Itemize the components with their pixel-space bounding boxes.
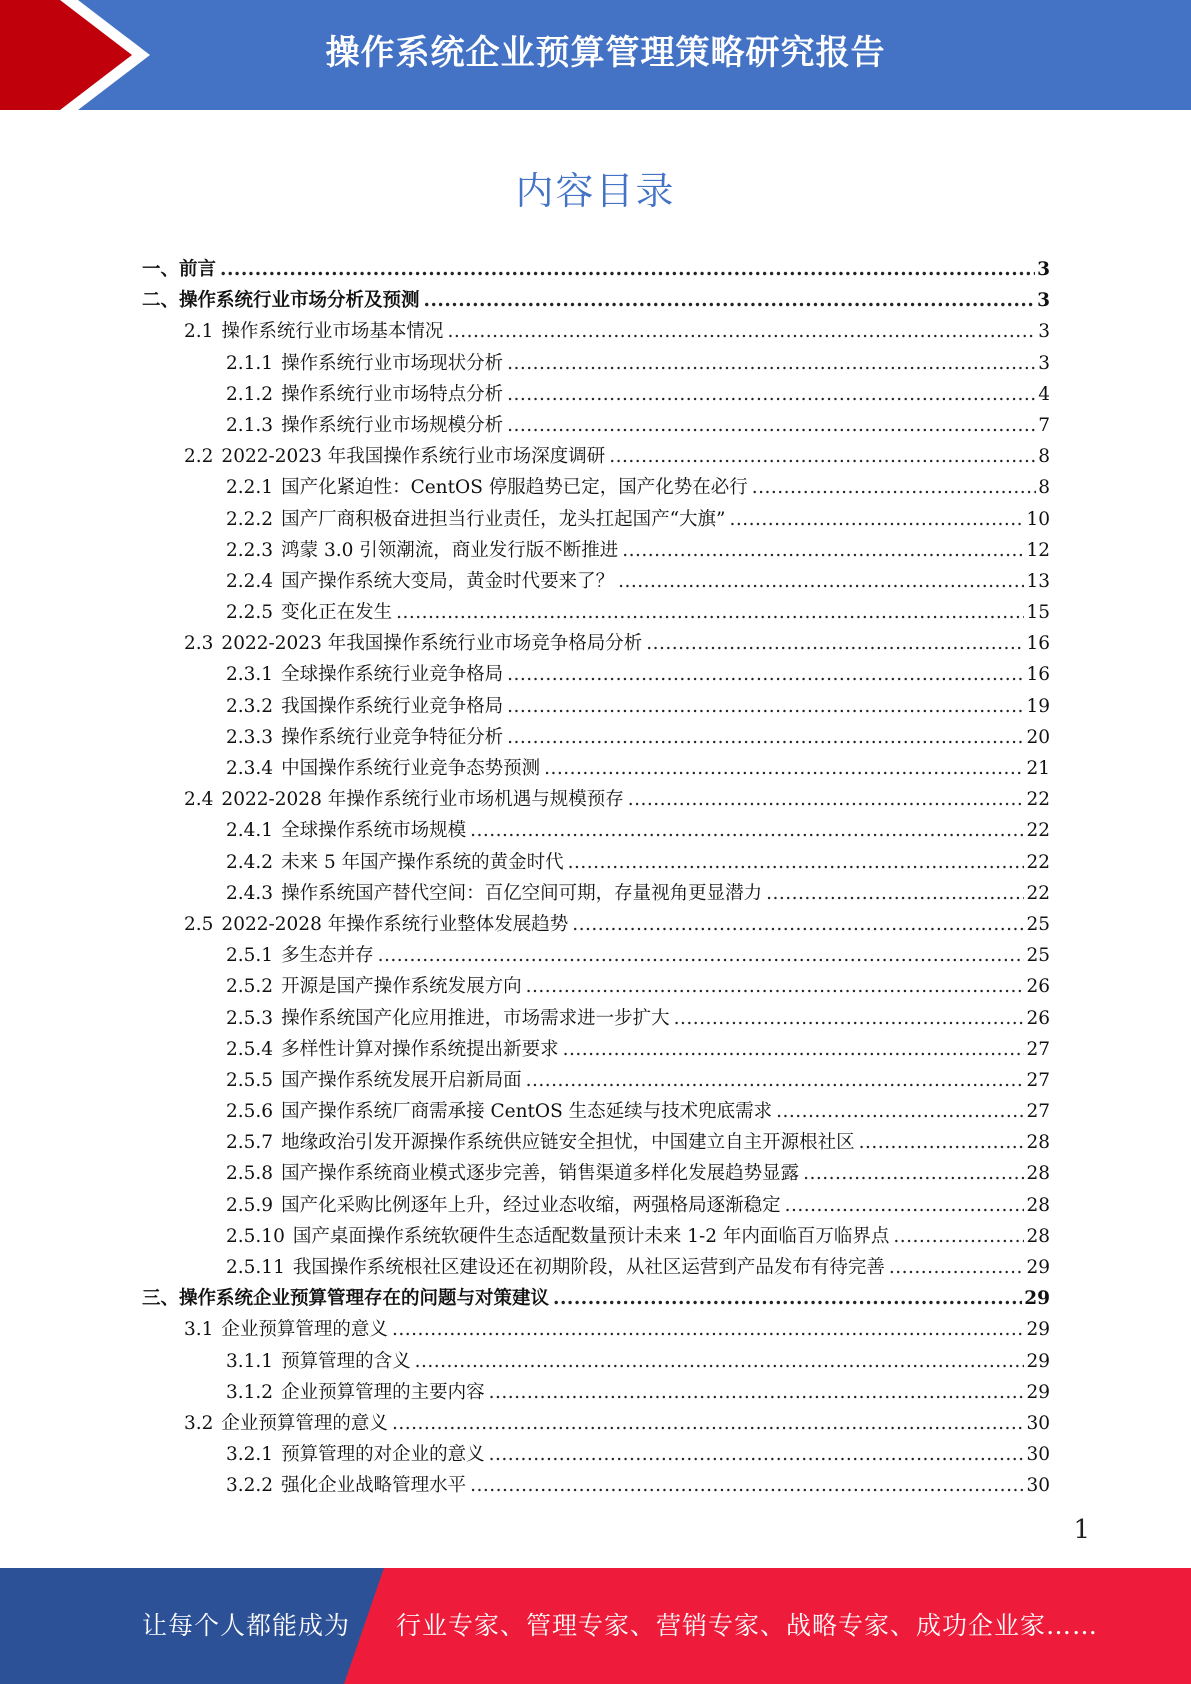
- toc-entry-number: 2.2.1: [226, 477, 274, 499]
- toc-entry-page: 8: [1038, 477, 1050, 499]
- toc-entry-number: 2.5.9: [226, 1194, 274, 1216]
- toc-dot-leader: [730, 509, 1025, 530]
- toc-entry[interactable]: [142, 1222, 1050, 1253]
- toc-entry-page: 27: [1026, 1038, 1050, 1060]
- toc-entry-page: 29: [1026, 1350, 1050, 1372]
- toc-entry[interactable]: [142, 1284, 1050, 1315]
- toc-dot-leader: [628, 789, 1025, 810]
- toc-entry-title: 企业预算管理的主要内容: [281, 1381, 485, 1403]
- toc-dot-leader: [396, 602, 1024, 623]
- toc-entry[interactable]: [142, 255, 1050, 286]
- toc-entry[interactable]: [142, 505, 1050, 536]
- toc-entry-page: 30: [1026, 1412, 1050, 1434]
- toc-entry-page: 16: [1026, 633, 1050, 655]
- toc-entry[interactable]: [142, 1315, 1050, 1346]
- toc-entry-page: 22: [1026, 820, 1050, 842]
- toc-entry-number: 2.3: [184, 633, 214, 655]
- toc-entry[interactable]: [142, 349, 1050, 380]
- toc-entry-title: 操作系统行业市场规模分析: [281, 414, 504, 436]
- toc-dot-leader: [507, 727, 1024, 748]
- toc-dot-leader: [646, 633, 1024, 654]
- toc-entry[interactable]: [142, 816, 1050, 847]
- toc-entry-title: 变化正在发生: [281, 602, 393, 624]
- toc-entry-title: 国产操作系统商业模式逐步完善，销售渠道多样化发展趋势显露: [281, 1163, 800, 1185]
- toc-entry-number: 2.5.7: [226, 1132, 274, 1154]
- toc-entry-page: 25: [1026, 913, 1050, 935]
- toc-entry-number: 2.4.3: [226, 882, 274, 904]
- toc-entry[interactable]: [142, 1253, 1050, 1284]
- toc-entry-number: 2.2.5: [226, 602, 274, 624]
- toc-entry-number: 2.5.8: [226, 1163, 274, 1185]
- toc-dot-leader: [803, 1163, 1024, 1184]
- toc-entry-number: 2.4: [184, 789, 214, 811]
- toc-entry[interactable]: [142, 473, 1050, 504]
- toc-dot-leader: [622, 540, 1024, 561]
- toc-heading: 内容目录: [515, 169, 676, 213]
- toc-entry-title: 操作系统行业竞争特征分析: [281, 726, 504, 748]
- toc-entry-number: 2.5.5: [226, 1069, 274, 1091]
- toc-dot-leader: [378, 945, 1025, 966]
- toc-entry[interactable]: [142, 1004, 1050, 1035]
- toc-entry-page: 29: [1026, 1381, 1050, 1403]
- toc-entry-number: 2.1.2: [226, 383, 274, 405]
- toc-dot-leader: [424, 290, 1036, 311]
- toc-entry-page: 27: [1026, 1101, 1050, 1123]
- toc-entry-number: 2.3.4: [226, 758, 274, 779]
- toc-entry[interactable]: [142, 754, 1050, 785]
- toc-entry-page: 19: [1026, 695, 1050, 717]
- toc-entry-page: 3: [1038, 352, 1050, 374]
- toc-entry-page: 29: [1024, 1288, 1050, 1310]
- toc-entry-number: 3.1.2: [226, 1381, 274, 1403]
- toc-entry[interactable]: [142, 629, 1050, 660]
- toc-dot-leader: [507, 384, 1036, 405]
- toc-entry[interactable]: [142, 1097, 1050, 1128]
- toc-entry[interactable]: [142, 785, 1050, 816]
- toc-entry-title: 企业预算管理的意义: [221, 1412, 388, 1434]
- toc-entry[interactable]: [142, 1066, 1050, 1097]
- toc-entry-number: 3.2: [184, 1412, 214, 1434]
- toc-dot-leader: [447, 321, 1036, 342]
- toc-entry[interactable]: [142, 1035, 1050, 1066]
- toc-entry[interactable]: [142, 848, 1050, 879]
- toc-entry-number: 2.5.1: [226, 945, 274, 967]
- toc-entry[interactable]: [142, 442, 1050, 473]
- toc-entry-page: 22: [1026, 882, 1050, 904]
- toc-entry-title: 国产操作系统厂商需承接 CentOS 生态延续与技术兜底需求: [281, 1101, 773, 1123]
- toc-entry-title: 操作系统国产替代空间：百亿空间可期，存量视角更显潜力: [281, 882, 763, 904]
- toc-entry-number: 2.5.11: [226, 1257, 285, 1278]
- toc-entry[interactable]: [142, 1128, 1050, 1159]
- report-title: 操作系统企业预算管理策略研究报告: [325, 33, 886, 73]
- toc-dot-leader: [392, 1413, 1025, 1434]
- toc-dot-leader: [507, 664, 1024, 685]
- toc-dot-leader: [859, 1132, 1025, 1153]
- toc-dot-leader: [526, 976, 1025, 997]
- toc-entry-number: 2.3.2: [226, 695, 274, 717]
- toc-entry[interactable]: [142, 1440, 1050, 1471]
- toc-entry-page: 22: [1026, 851, 1050, 873]
- toc-entry[interactable]: [142, 1471, 1050, 1502]
- toc-entry-number: 2.5.2: [226, 976, 274, 998]
- toc-entry-number: 3.1: [184, 1319, 214, 1341]
- header-banner: [0, 0, 1191, 110]
- toc-entry-page: 10: [1026, 508, 1050, 530]
- toc-entry-title: 国产化采购比例逐年上升，经过业态收缩，两强格局逐渐稳定: [281, 1194, 781, 1216]
- toc-entry[interactable]: [142, 286, 1050, 317]
- toc-entry-title: 2022-2023 年我国操作系统行业市场竞争格局分析: [221, 633, 643, 655]
- toc-entry-title: 多生态并存: [281, 945, 374, 967]
- toc-entry-title: 鸿蒙 3.0 引领潮流，商业发行版不断推进: [281, 539, 619, 561]
- toc-entry-page: 29: [1026, 1319, 1050, 1341]
- toc-entry-number: 2.1.3: [226, 414, 274, 436]
- toc-entry[interactable]: [142, 879, 1050, 910]
- toc-entry-title: 2022-2028 年操作系统行业市场机遇与规模预存: [221, 789, 624, 811]
- toc-entry-title: 操作系统行业市场特点分析: [281, 383, 504, 405]
- toc-dot-leader: [785, 1195, 1025, 1216]
- toc-entry-title: 国产桌面操作系统软硬件生态适配数量预计未来 1-2 年内面临百万临界点: [292, 1225, 890, 1247]
- toc-dot-leader: [776, 1101, 1024, 1122]
- toc-entry-page: 4: [1038, 383, 1050, 405]
- toc-entry-page: 26: [1026, 976, 1050, 998]
- toc-dot-leader: [392, 1319, 1025, 1340]
- toc-entry-page: 29: [1026, 1257, 1050, 1278]
- toc-entry-title: 国产化紧迫性：CentOS 停服趋势已定，国产化势在必行: [281, 477, 748, 499]
- toc-entry[interactable]: [142, 1191, 1050, 1222]
- toc-dot-leader: [220, 259, 1035, 280]
- toc-entry-page: 12: [1026, 539, 1050, 561]
- toc-entry-page: 3: [1037, 259, 1050, 280]
- toc-entry-number: 2.5.6: [226, 1101, 274, 1123]
- toc-entry-page: 25: [1026, 945, 1050, 967]
- footer-banner: [0, 1568, 1191, 1684]
- toc-entry-page: 7: [1038, 414, 1050, 436]
- toc-entry-title: 国产厂商积极奋进担当行业责任，龙头扛起国产“大旗”: [281, 508, 726, 530]
- toc-entry-title: 多样性计算对操作系统提出新要求: [281, 1038, 559, 1060]
- toc-entry-page: 3: [1037, 290, 1050, 312]
- toc-entry[interactable]: [142, 1378, 1050, 1409]
- toc-entry-title: 国产操作系统大变局，黄金时代要来了？: [281, 570, 615, 592]
- toc-entry[interactable]: [142, 567, 1050, 598]
- toc-dot-leader: [609, 446, 1036, 467]
- toc-entry[interactable]: [142, 692, 1050, 723]
- toc-entry-title: 二、操作系统行业市场分析及预测: [142, 290, 420, 312]
- toc-entry[interactable]: [142, 411, 1050, 442]
- toc-entry[interactable]: [142, 380, 1050, 411]
- toc-entry-title: 预算管理的对企业的意义: [281, 1444, 485, 1466]
- toc-entry-page: 3: [1038, 321, 1050, 343]
- toc-entry[interactable]: [142, 723, 1050, 754]
- toc-dot-leader: [507, 415, 1036, 436]
- toc-entry-number: 2.2: [184, 446, 214, 468]
- toc-entry-title: 2022-2023 年我国操作系统行业市场深度调研: [221, 446, 606, 468]
- toc-dot-leader: [766, 883, 1024, 904]
- toc-entry-page: 8: [1038, 446, 1050, 468]
- toc-entry[interactable]: [142, 972, 1050, 1003]
- toc-entry-number: 2.5.10: [226, 1225, 285, 1247]
- toc-entry-page: 28: [1026, 1225, 1050, 1247]
- toc-entry-page: 30: [1026, 1475, 1050, 1497]
- toc-entry-page: 15: [1026, 602, 1050, 624]
- toc-dot-leader: [489, 1444, 1025, 1465]
- toc-entry[interactable]: [142, 910, 1050, 941]
- toc-entry-page: 30: [1026, 1444, 1050, 1466]
- toc-entry-page: 20: [1026, 726, 1050, 748]
- toc-entry-title: 强化企业战略管理水平: [281, 1475, 467, 1497]
- toc-entry-number: 2.4.2: [226, 851, 274, 873]
- toc-entry-number: 2.5.4: [226, 1038, 274, 1060]
- toc-entry-title: 企业预算管理的意义: [221, 1319, 388, 1341]
- toc-entry-title: 全球操作系统市场规模: [281, 820, 467, 842]
- toc-entry-title: 操作系统国产化应用推进，市场需求进一步扩大: [281, 1007, 670, 1029]
- toc-entry-title: 未来 5 年国产操作系统的黄金时代: [281, 851, 564, 873]
- toc-entry-title: 三、操作系统企业预算管理存在的问题与对策建议: [142, 1288, 550, 1310]
- toc-entry[interactable]: [142, 941, 1050, 972]
- toc-dot-leader: [544, 758, 1024, 779]
- footer-slogan-left: 让每个人都能成为: [142, 1611, 351, 1640]
- toc-dot-leader: [470, 1475, 1024, 1496]
- toc-entry-number: 3.2.1: [226, 1444, 274, 1466]
- toc-entry-page: 27: [1026, 1069, 1050, 1091]
- toc-entry-title: 2022-2028 年操作系统行业整体发展趋势: [221, 913, 569, 935]
- toc-entry[interactable]: [142, 1347, 1050, 1378]
- toc-entry-number: 2.1: [184, 321, 214, 343]
- toc-dot-leader: [618, 571, 1024, 592]
- footer-slogan-right: 行业专家、管理专家、营销专家、战略专家、成功企业家……: [396, 1611, 1099, 1640]
- toc-dot-leader: [553, 1288, 1022, 1309]
- toc-entry-title: 操作系统行业市场基本情况: [221, 321, 444, 343]
- toc-entry-title: 我国操作系统行业竞争格局: [281, 695, 504, 717]
- toc-entry-number: 2.5: [184, 913, 214, 935]
- toc-entry-title: 全球操作系统行业竞争格局: [281, 664, 504, 686]
- toc-dot-leader: [507, 353, 1036, 374]
- toc-entry-number: 2.3.3: [226, 726, 274, 748]
- toc-dot-leader: [568, 852, 1025, 873]
- toc-entry-page: 28: [1026, 1194, 1050, 1216]
- toc-entry-page: 13: [1026, 570, 1050, 592]
- toc-entry-title: 操作系统行业市场现状分析: [281, 352, 504, 374]
- toc-entry-page: 16: [1026, 664, 1050, 686]
- toc-entry-title: 预算管理的含义: [281, 1350, 411, 1372]
- toc-entry-page: 26: [1026, 1007, 1050, 1029]
- toc-entry-page: 28: [1026, 1163, 1050, 1185]
- toc-dot-leader: [572, 914, 1024, 935]
- toc-dot-leader: [893, 1226, 1024, 1247]
- toc-entry[interactable]: [142, 660, 1050, 691]
- toc-entry-number: 2.3.1: [226, 664, 274, 686]
- toc-entry[interactable]: [142, 1409, 1050, 1440]
- toc-dot-leader: [889, 1257, 1025, 1278]
- toc-dot-leader: [674, 1008, 1025, 1029]
- toc-entry-number: 2.4.1: [226, 820, 274, 842]
- toc-entry-title: 中国操作系统行业竞争态势预测: [281, 758, 541, 779]
- toc-entry-number: 3.1.1: [226, 1350, 274, 1372]
- toc-entry-title: 我国操作系统根社区建设还在初期阶段，从社区运营到产品发布有待完善: [292, 1257, 885, 1278]
- toc-dot-leader: [563, 1039, 1025, 1060]
- toc-dot-leader: [526, 1070, 1025, 1091]
- toc-dot-leader: [489, 1382, 1025, 1403]
- toc-entry-page: 21: [1026, 758, 1050, 779]
- toc-entry-number: 2.2.2: [226, 508, 274, 530]
- page-number: 1: [1073, 1515, 1090, 1545]
- toc-entry-title: 一、前言: [142, 259, 217, 280]
- toc-entry-page: 28: [1026, 1132, 1050, 1154]
- toc-dot-leader: [507, 696, 1024, 717]
- toc-entry[interactable]: [142, 598, 1050, 629]
- toc-entry-title: 地缘政治引发开源操作系统供应链安全担忧，中国建立自主开源根社区: [281, 1132, 855, 1154]
- toc-dot-leader: [752, 477, 1036, 498]
- toc-entry-number: 2.1.1: [226, 352, 274, 374]
- toc-entry[interactable]: [142, 317, 1050, 348]
- table-of-contents: [142, 255, 1050, 1503]
- toc-entry-title: 国产操作系统发展开启新局面: [281, 1069, 522, 1091]
- toc-dot-leader: [415, 1351, 1025, 1372]
- toc-entry-number: 2.2.3: [226, 539, 274, 561]
- toc-entry-number: 2.5.3: [226, 1007, 274, 1029]
- toc-entry[interactable]: [142, 1159, 1050, 1190]
- toc-entry[interactable]: [142, 536, 1050, 567]
- toc-dot-leader: [470, 820, 1024, 841]
- toc-entry-number: 3.2.2: [226, 1475, 274, 1497]
- toc-entry-title: 开源是国产操作系统发展方向: [281, 976, 522, 998]
- toc-entry-number: 2.2.4: [226, 570, 274, 592]
- toc-entry-page: 22: [1026, 789, 1050, 811]
